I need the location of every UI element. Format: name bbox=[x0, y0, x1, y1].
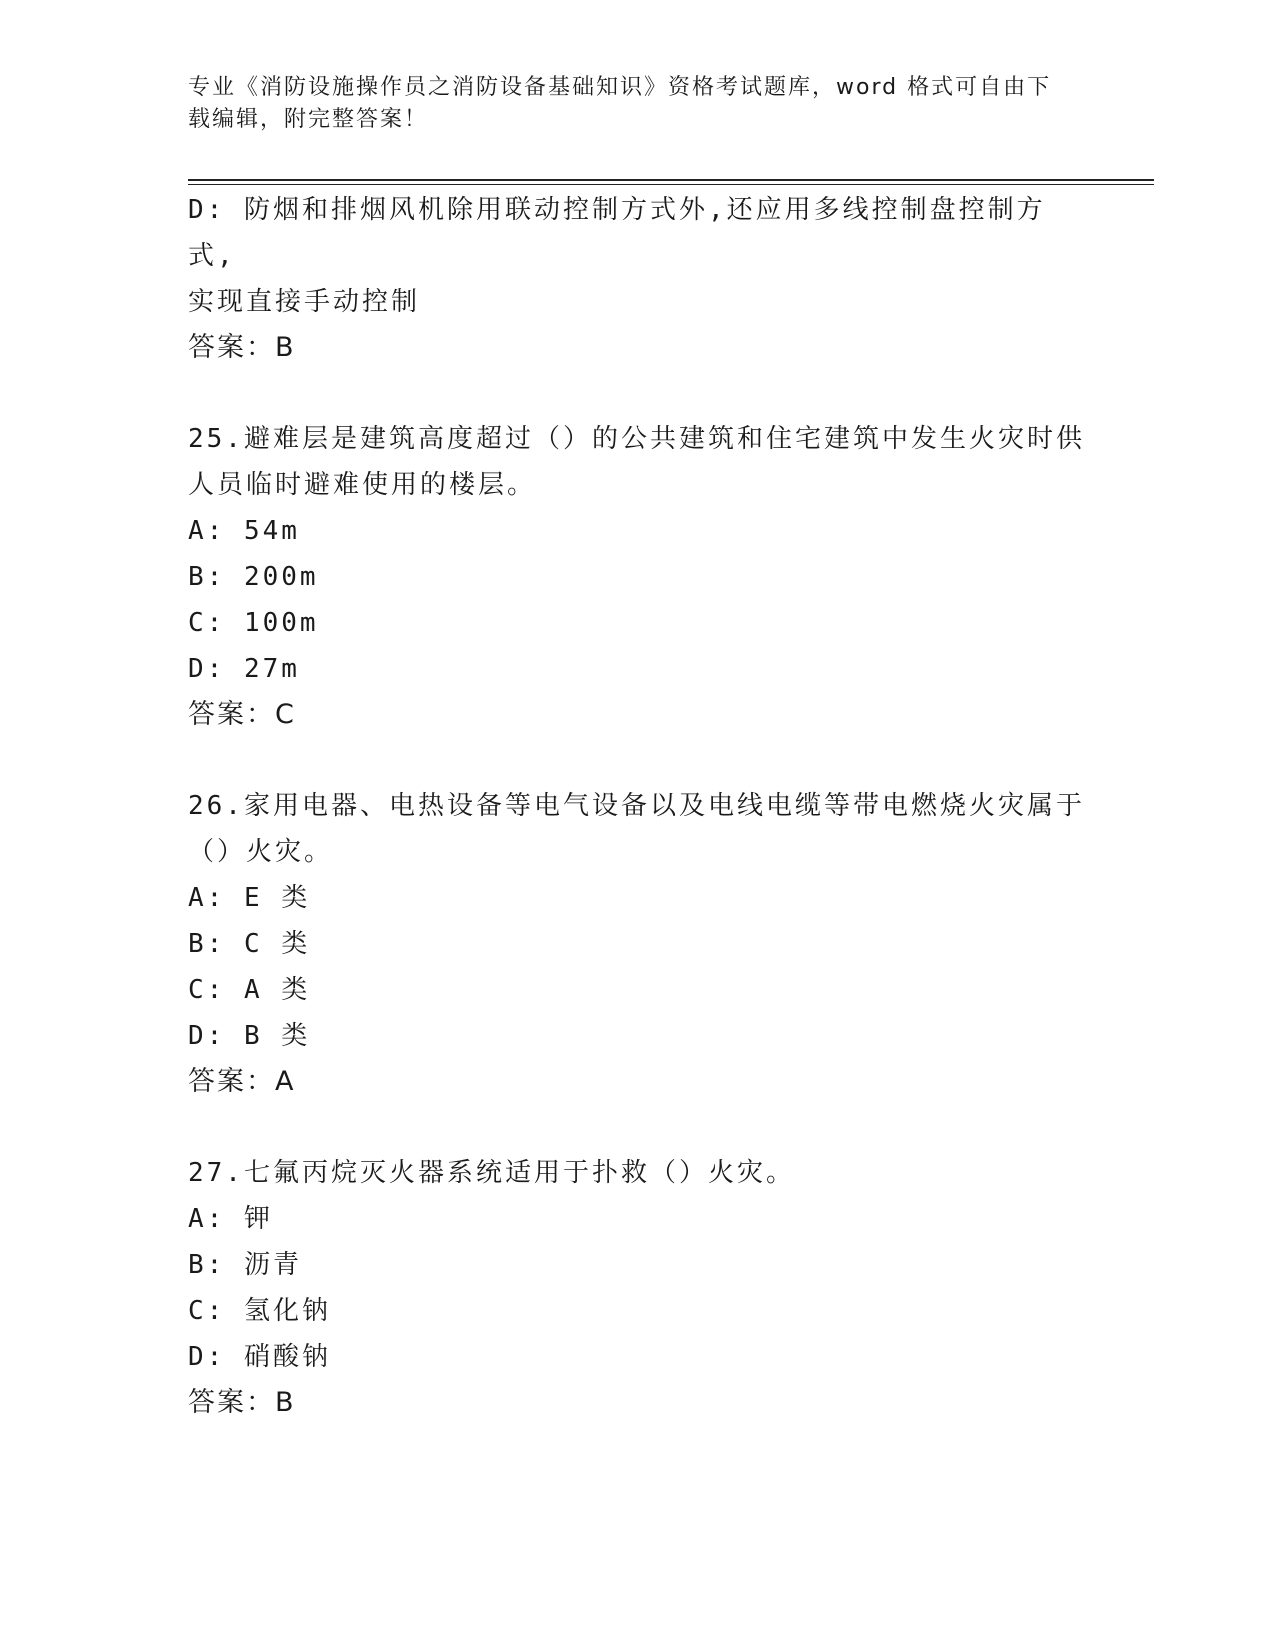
question-stem-continued: （）火灾。 bbox=[188, 837, 334, 867]
header-line-2: 载编辑，附完整答案！ bbox=[188, 107, 429, 132]
option-a: A: E 类 bbox=[188, 883, 311, 913]
option-c: C: A 类 bbox=[188, 975, 311, 1005]
option-d: D: 防烟和排烟风机除用联动控制方式外,还应用多线控制盘控制方式, bbox=[188, 195, 1046, 271]
header-line-1: 专业《消防设施操作员之消防设备基础知识》资格考试题库，word 格式可自由下 bbox=[188, 75, 1052, 100]
header-divider-thin bbox=[188, 184, 1154, 185]
answer-line: 答案：B bbox=[188, 332, 296, 363]
document-body bbox=[188, 187, 1088, 1426]
option-c: C: 氢化钠 bbox=[188, 1296, 331, 1326]
answer-line: 答案：C bbox=[188, 699, 296, 730]
option-c: C: 100m bbox=[188, 608, 319, 638]
previous-question-tail bbox=[188, 187, 1088, 371]
question-25 bbox=[188, 416, 1088, 738]
question-stem: 26.家用电器、电热设备等电气设备以及电线电缆等带电燃烧火灾属于 bbox=[188, 791, 1085, 821]
option-a: A: 54m bbox=[188, 516, 300, 546]
option-a: A: 钾 bbox=[188, 1204, 273, 1234]
question-stem-continued: 人员临时避难使用的楼层。 bbox=[188, 470, 537, 500]
answer-line: 答案：B bbox=[188, 1387, 296, 1418]
question-stem: 27.七氟丙烷灭火器系统适用于扑救（）火灾。 bbox=[188, 1158, 795, 1188]
question-26 bbox=[188, 783, 1088, 1105]
answer-line: 答案：A bbox=[188, 1066, 296, 1097]
question-27 bbox=[188, 1150, 1088, 1426]
document-header bbox=[188, 72, 1068, 136]
option-b: B: 沥青 bbox=[188, 1250, 302, 1280]
option-d: D: 27m bbox=[188, 654, 300, 684]
option-d: D: 硝酸钠 bbox=[188, 1342, 331, 1372]
option-d: D: B 类 bbox=[188, 1021, 311, 1051]
question-stem: 25.避难层是建筑高度超过（）的公共建筑和住宅建筑中发生火灾时供 bbox=[188, 424, 1085, 454]
header-divider-thick bbox=[188, 179, 1154, 181]
option-d-continued: 实现直接手动控制 bbox=[188, 287, 421, 317]
option-b: B: C 类 bbox=[188, 929, 311, 959]
option-b: B: 200m bbox=[188, 562, 319, 592]
